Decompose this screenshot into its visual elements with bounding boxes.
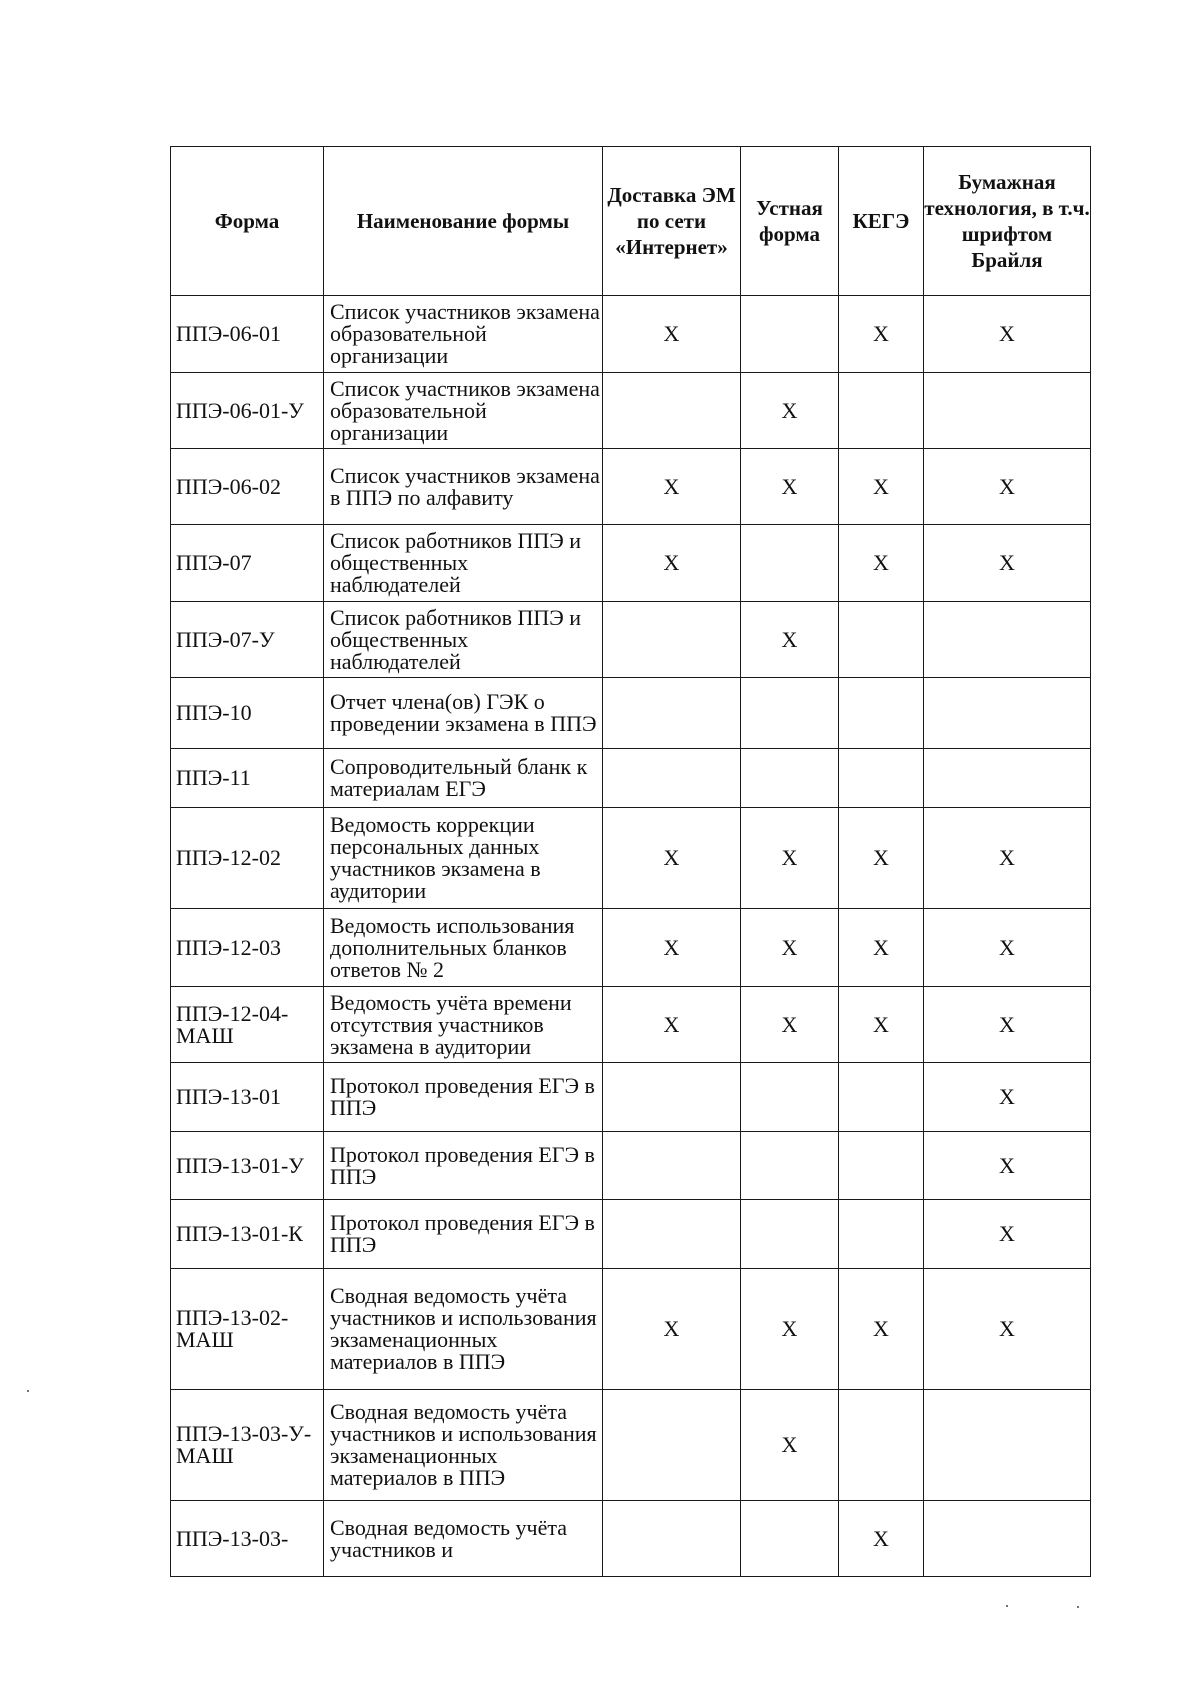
form-code-cell: ППЭ-12-04-МАШ <box>171 987 324 1063</box>
header-kege: КЕГЭ <box>839 147 924 296</box>
form-code-cell: ППЭ-12-03 <box>171 909 324 987</box>
form-name-cell: Сводная ведомость учёта участников и <box>324 1501 603 1577</box>
internet-delivery-mark <box>603 749 741 808</box>
form-code-cell: ППЭ-12-02 <box>171 808 324 909</box>
form-code-cell: ППЭ-06-02 <box>171 449 324 525</box>
header-oral: Устная форма <box>741 147 839 296</box>
header-row <box>171 147 1091 296</box>
internet-delivery-mark: X <box>603 525 741 602</box>
oral-form-mark: X <box>741 602 839 678</box>
paper-technology-mark: X <box>924 1132 1091 1200</box>
paper-technology-mark: X <box>924 1269 1091 1390</box>
table-row <box>171 1501 1091 1577</box>
paper-technology-mark <box>924 1390 1091 1501</box>
oral-form-mark <box>741 525 839 602</box>
kege-mark <box>839 602 924 678</box>
kege-mark <box>839 1200 924 1269</box>
paper-technology-mark <box>924 1501 1091 1577</box>
internet-delivery-mark: X <box>603 1269 741 1390</box>
form-name-cell: Сопроводительный бланк к материалам ЕГЭ <box>324 749 603 808</box>
table-row <box>171 1269 1091 1390</box>
oral-form-mark: X <box>741 987 839 1063</box>
header-internet: Доставка ЭМ по сети «Интернет» <box>603 147 741 296</box>
kege-mark: X <box>839 1501 924 1577</box>
kege-mark <box>839 1063 924 1132</box>
scan-speck <box>27 1390 29 1392</box>
internet-delivery-mark <box>603 602 741 678</box>
internet-delivery-mark <box>603 1132 741 1200</box>
form-name-cell: Протокол проведения ЕГЭ в ППЭ <box>324 1132 603 1200</box>
form-name-cell: Ведомость учёта времени отсутствия участников экзамена в аудитории <box>324 987 603 1063</box>
scan-speck <box>1077 1606 1079 1608</box>
kege-mark <box>839 373 924 449</box>
form-name-cell: Ведомость коррекции персональных данных участников экзамена в аудитории <box>324 808 603 909</box>
internet-delivery-mark <box>603 1200 741 1269</box>
oral-form-mark <box>741 1132 839 1200</box>
oral-form-mark: X <box>741 1390 839 1501</box>
oral-form-mark: X <box>741 808 839 909</box>
table-row <box>171 1063 1091 1132</box>
internet-delivery-mark: X <box>603 808 741 909</box>
table-row <box>171 373 1091 449</box>
oral-form-mark <box>741 678 839 749</box>
oral-form-mark <box>741 749 839 808</box>
forms-table <box>170 146 1091 1577</box>
oral-form-mark: X <box>741 373 839 449</box>
paper-technology-mark: X <box>924 525 1091 602</box>
table-row <box>171 749 1091 808</box>
paper-technology-mark: X <box>924 987 1091 1063</box>
paper-technology-mark <box>924 678 1091 749</box>
kege-mark <box>839 1390 924 1501</box>
form-code-cell: ППЭ-07 <box>171 525 324 602</box>
form-code-cell: ППЭ-13-01-К <box>171 1200 324 1269</box>
kege-mark: X <box>839 909 924 987</box>
table-row <box>171 808 1091 909</box>
paper-technology-mark <box>924 602 1091 678</box>
form-name-cell: Сводная ведомость учёта участников и использования экзаменационных материалов в ППЭ <box>324 1390 603 1501</box>
form-code-cell: ППЭ-13-01-У <box>171 1132 324 1200</box>
oral-form-mark <box>741 1063 839 1132</box>
internet-delivery-mark: X <box>603 296 741 373</box>
internet-delivery-mark <box>603 1501 741 1577</box>
kege-mark: X <box>839 449 924 525</box>
table-row <box>171 909 1091 987</box>
header-name: Наименование формы <box>324 147 603 296</box>
form-code-cell: ППЭ-13-02-МАШ <box>171 1269 324 1390</box>
table-row <box>171 1200 1091 1269</box>
header-form: Форма <box>171 147 324 296</box>
paper-technology-mark: X <box>924 909 1091 987</box>
paper-technology-mark: X <box>924 1063 1091 1132</box>
kege-mark: X <box>839 525 924 602</box>
form-name-cell: Список участников экзамена образовательной организации <box>324 296 603 373</box>
table-row <box>171 678 1091 749</box>
paper-technology-mark: X <box>924 1200 1091 1269</box>
form-code-cell: ППЭ-06-01 <box>171 296 324 373</box>
kege-mark <box>839 1132 924 1200</box>
paper-technology-mark: X <box>924 449 1091 525</box>
kege-mark: X <box>839 1269 924 1390</box>
form-code-cell: ППЭ-13-03- <box>171 1501 324 1577</box>
table-row <box>171 987 1091 1063</box>
paper-technology-mark: X <box>924 808 1091 909</box>
form-name-cell: Список участников экзамена образовательной организации <box>324 373 603 449</box>
kege-mark: X <box>839 296 924 373</box>
oral-form-mark: X <box>741 909 839 987</box>
kege-mark: X <box>839 808 924 909</box>
oral-form-mark <box>741 1200 839 1269</box>
table-row <box>171 1390 1091 1501</box>
form-name-cell: Список участников экзамена в ППЭ по алфавиту <box>324 449 603 525</box>
form-name-cell: Список работников ППЭ и общественных наблюдателей <box>324 525 603 602</box>
internet-delivery-mark <box>603 373 741 449</box>
form-code-cell: ППЭ-13-03-У- МАШ <box>171 1390 324 1501</box>
internet-delivery-mark: X <box>603 449 741 525</box>
oral-form-mark <box>741 1501 839 1577</box>
form-code-cell: ППЭ-10 <box>171 678 324 749</box>
table-row <box>171 449 1091 525</box>
form-name-cell: Список работников ППЭ и общественных наблюдателей <box>324 602 603 678</box>
form-name-cell: Отчет члена(ов) ГЭК о проведении экзамена в ППЭ <box>324 678 603 749</box>
form-name-cell: Сводная ведомость учёта участников и использования экзаменационных материалов в ППЭ <box>324 1269 603 1390</box>
paper-technology-mark <box>924 749 1091 808</box>
form-code-cell: ППЭ-13-01 <box>171 1063 324 1132</box>
form-name-cell: Протокол проведения ЕГЭ в ППЭ <box>324 1200 603 1269</box>
table-row <box>171 296 1091 373</box>
internet-delivery-mark: X <box>603 909 741 987</box>
oral-form-mark: X <box>741 449 839 525</box>
scan-speck <box>1006 1605 1008 1607</box>
oral-form-mark <box>741 296 839 373</box>
form-code-cell: ППЭ-11 <box>171 749 324 808</box>
kege-mark <box>839 678 924 749</box>
form-name-cell: Ведомость использования дополнительных бланков ответов № 2 <box>324 909 603 987</box>
internet-delivery-mark <box>603 1063 741 1132</box>
form-code-cell: ППЭ-06-01-У <box>171 373 324 449</box>
kege-mark: X <box>839 987 924 1063</box>
oral-form-mark: X <box>741 1269 839 1390</box>
internet-delivery-mark: X <box>603 987 741 1063</box>
kege-mark <box>839 749 924 808</box>
internet-delivery-mark <box>603 678 741 749</box>
form-name-cell: Протокол проведения ЕГЭ в ППЭ <box>324 1063 603 1132</box>
paper-technology-mark <box>924 373 1091 449</box>
table-row <box>171 525 1091 602</box>
form-code-cell: ППЭ-07-У <box>171 602 324 678</box>
internet-delivery-mark <box>603 1390 741 1501</box>
header-paper: Бумажная технология, в т.ч. шрифтом Брайля <box>924 147 1091 296</box>
table-row <box>171 1132 1091 1200</box>
table-row <box>171 602 1091 678</box>
paper-technology-mark: X <box>924 296 1091 373</box>
